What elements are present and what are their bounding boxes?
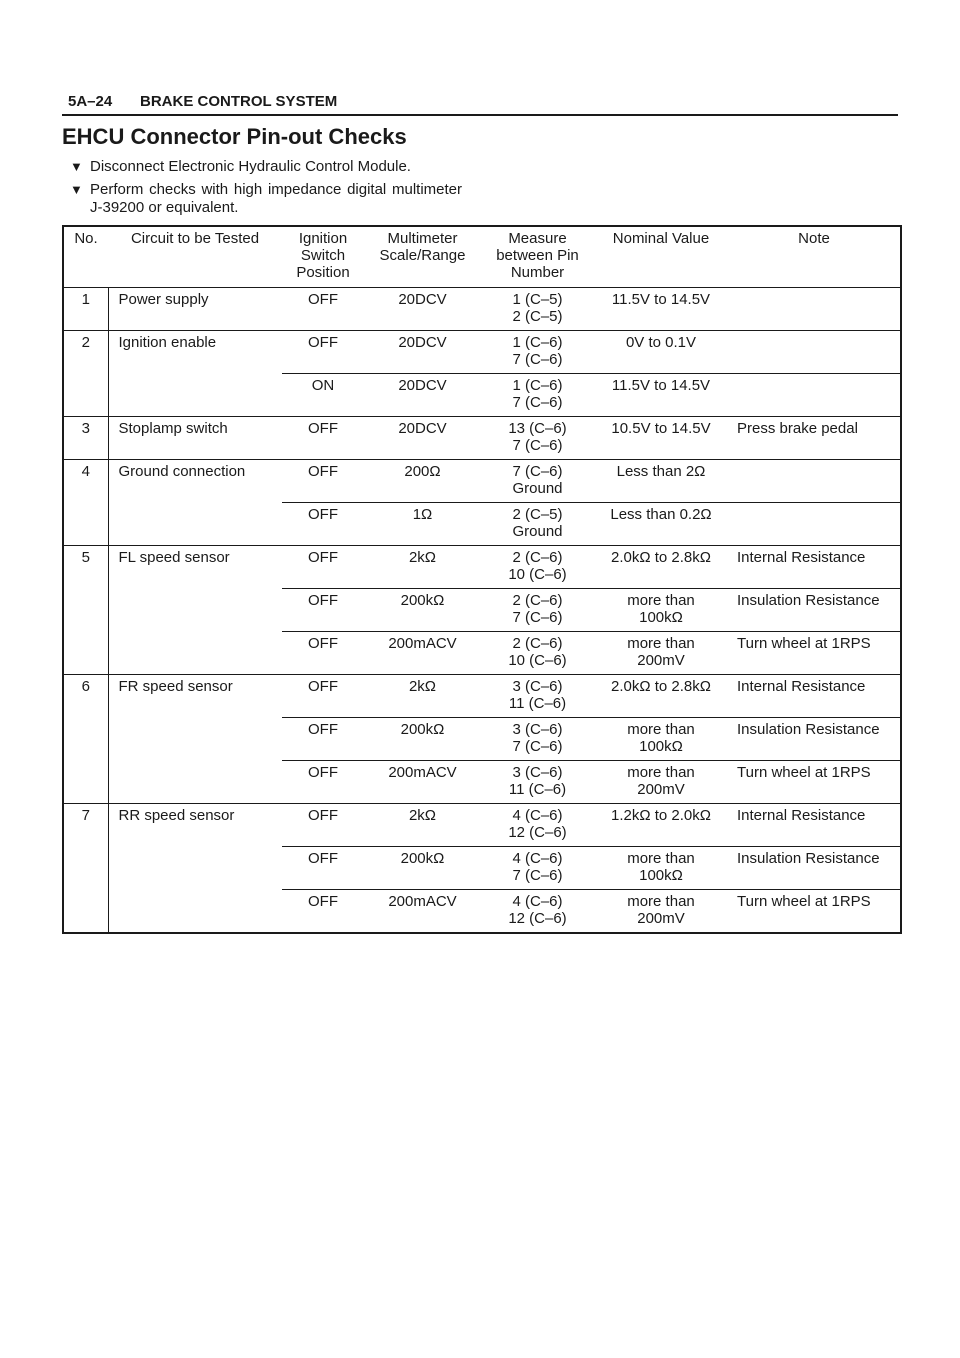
header-nominal: Nominal Value xyxy=(612,230,710,247)
multimeter-range: 200mACV xyxy=(364,632,481,675)
circuit-name: FR speed sensor xyxy=(108,675,282,804)
ignition-position: OFF xyxy=(282,804,364,847)
instruction-text: Perform checks with high impedance digital multimeter J-39200 or equivalent. xyxy=(90,181,462,216)
circuit-name: Ground connection xyxy=(108,460,282,546)
nominal-value: Less than 2Ω xyxy=(594,460,728,503)
note: Press brake pedal xyxy=(728,417,901,460)
note xyxy=(728,331,901,374)
note: Insulation Resistance xyxy=(728,847,901,890)
row-number: 6 xyxy=(63,675,108,804)
nominal-value: more than 200mV xyxy=(594,761,728,804)
instruction-text: Disconnect Electronic Hydraulic Control Module. xyxy=(90,158,411,175)
circuit-name: Power supply xyxy=(108,288,282,331)
nominal-value: Less than 0.2Ω xyxy=(594,503,728,546)
row-number: 3 xyxy=(63,417,108,460)
note: Turn wheel at 1RPS xyxy=(728,890,901,933)
measure-pins: 4 (C–6) 12 (C–6) xyxy=(481,890,594,933)
header-measure: Measure between Pin Number xyxy=(496,230,579,281)
note xyxy=(728,503,901,546)
table-row xyxy=(63,417,901,460)
row-number: 1 xyxy=(63,288,108,331)
row-number: 5 xyxy=(63,546,108,675)
note: Insulation Resistance xyxy=(728,589,901,632)
triangle-bullet-icon: ▼ xyxy=(70,182,83,197)
table-row xyxy=(63,331,901,374)
note xyxy=(728,288,901,331)
table-row xyxy=(63,675,901,718)
nominal-value: more than 100kΩ xyxy=(594,589,728,632)
note: Internal Resistance xyxy=(728,546,901,589)
multimeter-range: 20DCV xyxy=(364,288,481,331)
header-no: No. xyxy=(74,230,98,247)
circuit-name: Stoplamp switch xyxy=(108,417,282,460)
header-note: Note xyxy=(798,230,830,247)
note: Internal Resistance xyxy=(728,804,901,847)
multimeter-range: 2kΩ xyxy=(364,804,481,847)
nominal-value: more than 200mV xyxy=(594,632,728,675)
instruction-item xyxy=(70,181,462,217)
page-title: EHCU Connector Pin-out Checks xyxy=(62,124,407,149)
multimeter-range: 200Ω xyxy=(364,460,481,503)
multimeter-range: 1Ω xyxy=(364,503,481,546)
measure-pins: 2 (C–6) 10 (C–6) xyxy=(481,546,594,589)
ignition-position: OFF xyxy=(282,675,364,718)
nominal-value: 2.0kΩ to 2.8kΩ xyxy=(594,546,728,589)
ignition-position: ON xyxy=(282,374,364,417)
measure-pins: 1 (C–6) 7 (C–6) xyxy=(481,374,594,417)
multimeter-range: 200mACV xyxy=(364,890,481,933)
table-header-row xyxy=(63,226,901,288)
row-number: 7 xyxy=(63,804,108,933)
table-row xyxy=(63,288,901,331)
instruction-list xyxy=(70,158,462,217)
ignition-position: OFF xyxy=(282,546,364,589)
page-number: 5A–24 xyxy=(68,93,113,110)
ignition-position: OFF xyxy=(282,417,364,460)
table-row xyxy=(63,460,901,503)
multimeter-range: 200kΩ xyxy=(364,718,481,761)
circuit-name: Ignition enable xyxy=(108,331,282,417)
triangle-bullet-icon: ▼ xyxy=(70,159,83,174)
table-body xyxy=(63,288,901,933)
nominal-value: 1.2kΩ to 2.0kΩ xyxy=(594,804,728,847)
measure-pins: 4 (C–6) 7 (C–6) xyxy=(481,847,594,890)
pinout-table xyxy=(62,225,902,934)
measure-pins: 2 (C–6) 7 (C–6) xyxy=(481,589,594,632)
nominal-value: 11.5V to 14.5V xyxy=(594,288,728,331)
ignition-position: OFF xyxy=(282,288,364,331)
note xyxy=(728,374,901,417)
nominal-value: 10.5V to 14.5V xyxy=(594,417,728,460)
header-multimeter: Multimeter Scale/Range xyxy=(379,230,466,264)
note: Internal Resistance xyxy=(728,675,901,718)
multimeter-range: 200mACV xyxy=(364,761,481,804)
circuit-name: RR speed sensor xyxy=(108,804,282,933)
multimeter-range: 200kΩ xyxy=(364,847,481,890)
section-title: BRAKE CONTROL SYSTEM xyxy=(140,93,338,110)
measure-pins: 7 (C–6) Ground xyxy=(481,460,594,503)
measure-pins: 2 (C–5) Ground xyxy=(481,503,594,546)
measure-pins: 3 (C–6) 7 (C–6) xyxy=(481,718,594,761)
ignition-position: OFF xyxy=(282,460,364,503)
multimeter-range: 2kΩ xyxy=(364,675,481,718)
multimeter-range: 2kΩ xyxy=(364,546,481,589)
multimeter-range: 200kΩ xyxy=(364,589,481,632)
page-header xyxy=(62,92,898,116)
row-number: 2 xyxy=(63,331,108,417)
measure-pins: 1 (C–6) 7 (C–6) xyxy=(481,331,594,374)
measure-pins: 4 (C–6) 12 (C–6) xyxy=(481,804,594,847)
table-row xyxy=(63,804,901,847)
instruction-item xyxy=(70,158,462,176)
nominal-value: more than 100kΩ xyxy=(594,718,728,761)
multimeter-range: 20DCV xyxy=(364,417,481,460)
note: Insulation Resistance xyxy=(728,718,901,761)
measure-pins: 13 (C–6) 7 (C–6) xyxy=(481,417,594,460)
nominal-value: 11.5V to 14.5V xyxy=(594,374,728,417)
nominal-value: more than 100kΩ xyxy=(594,847,728,890)
note xyxy=(728,460,901,503)
ignition-position: OFF xyxy=(282,761,364,804)
table-row xyxy=(63,546,901,589)
nominal-value: 2.0kΩ to 2.8kΩ xyxy=(594,675,728,718)
ignition-position: OFF xyxy=(282,632,364,675)
nominal-value: more than 200mV xyxy=(594,890,728,933)
ignition-position: OFF xyxy=(282,589,364,632)
multimeter-range: 20DCV xyxy=(364,331,481,374)
row-number: 4 xyxy=(63,460,108,546)
measure-pins: 3 (C–6) 11 (C–6) xyxy=(481,675,594,718)
ignition-position: OFF xyxy=(282,847,364,890)
ignition-position: OFF xyxy=(282,890,364,933)
ignition-position: OFF xyxy=(282,718,364,761)
note: Turn wheel at 1RPS xyxy=(728,632,901,675)
nominal-value: 0V to 0.1V xyxy=(594,331,728,374)
header-ignition: Ignition Switch Position xyxy=(296,230,350,281)
multimeter-range: 20DCV xyxy=(364,374,481,417)
ignition-position: OFF xyxy=(282,503,364,546)
measure-pins: 2 (C–6) 10 (C–6) xyxy=(481,632,594,675)
header-circuit: Circuit to be Tested xyxy=(130,230,260,247)
note: Turn wheel at 1RPS xyxy=(728,761,901,804)
measure-pins: 1 (C–5) 2 (C–5) xyxy=(481,288,594,331)
ignition-position: OFF xyxy=(282,331,364,374)
measure-pins: 3 (C–6) 11 (C–6) xyxy=(481,761,594,804)
circuit-name: FL speed sensor xyxy=(108,546,282,675)
